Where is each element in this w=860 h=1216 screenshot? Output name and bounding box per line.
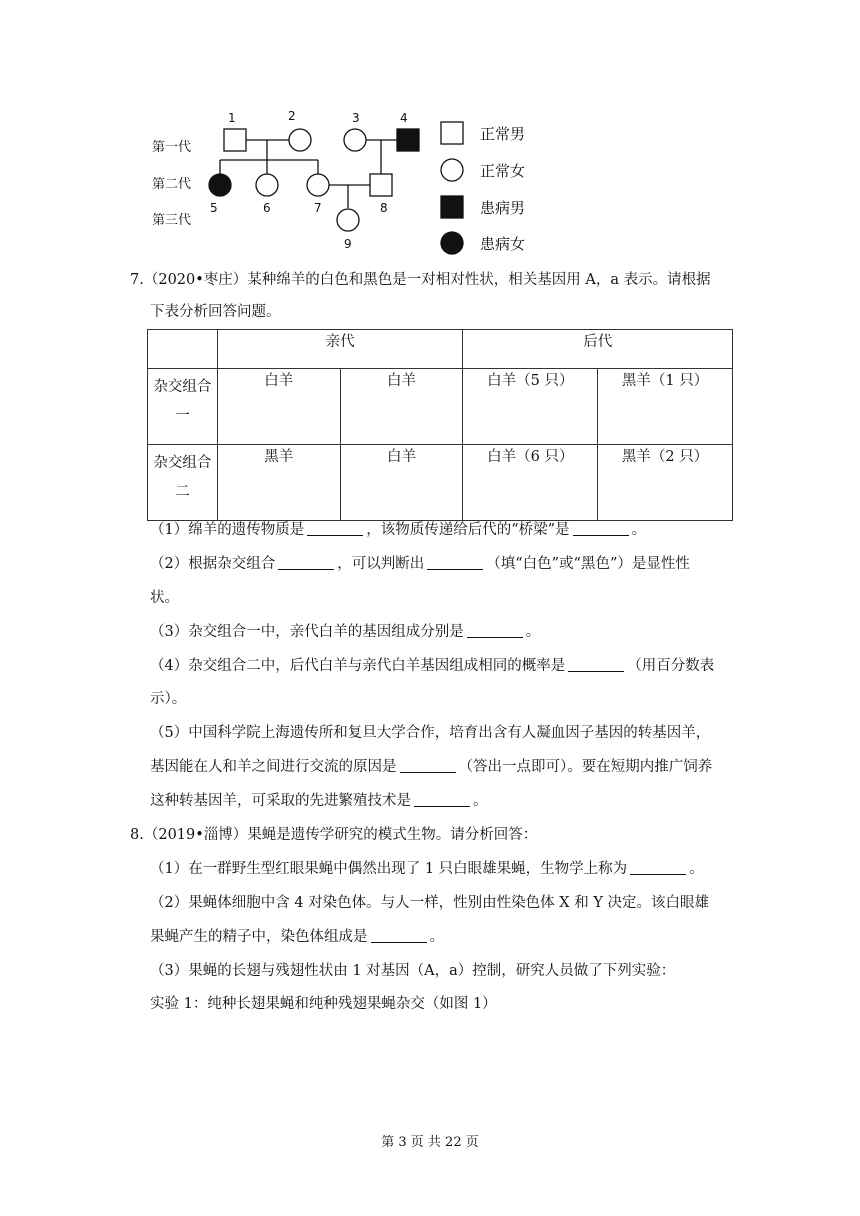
q7-sub2: （2）根据杂交组合 ，可以判断出 （填“白色”或“黑色”）是显性性 <box>150 556 690 572</box>
q7-sub3: （3）杂交组合一中，亲代白羊的基因组成分别是 。 <box>150 624 541 640</box>
q8-sub2-line2: 果蝇产生的精子中，染色体组成是 。 <box>150 929 444 945</box>
legend-affected-male-symbol <box>441 196 463 218</box>
number-8: 8 <box>380 201 388 215</box>
pedigree-diagram <box>140 100 570 265</box>
q8-sub2-line1: （2）果蝇体细胞中含 4 对染色体。与人一样，性别由性染色体 X 和 Y 决定。该白眼雄 <box>150 895 709 911</box>
legend-normal-male-symbol <box>441 122 463 144</box>
legend-normal-female: 正常女 <box>480 162 526 180</box>
legend-normal-male: 正常男 <box>480 125 526 143</box>
q8-sub3: （3）果蝇的长翅与残翅性状由 1 对基因（A，a）控制，研究人员做了下列实验： <box>150 963 676 979</box>
number-7: 7 <box>314 201 322 215</box>
q7-stem-line1 <box>130 270 711 290</box>
q7-data-table <box>147 329 733 521</box>
q8-sub1: （1）在一群野生型红眼果蝇中偶然出现了 1 只白眼雄果蝇，生物学上称为 。 <box>150 861 704 877</box>
table-cell: 黑羊 <box>217 445 340 521</box>
individual-8-normal-male <box>370 174 392 196</box>
answer-blank[interactable] <box>307 521 363 536</box>
generation-label-1: 第一代 <box>152 140 192 155</box>
number-3: 3 <box>352 111 360 125</box>
table-cell: 白羊（5 只） <box>463 369 598 445</box>
q7-sub5-line3: 这种转基因羊，可采取的先进繁殖技术是 。 <box>150 793 488 809</box>
q7-stem: 某种绵羊的白色和黑色是一对相对性状，相关基因用 A，a 表示。请根据 <box>247 272 711 288</box>
answer-blank[interactable] <box>278 555 334 570</box>
table-cell: 黑羊（2 只） <box>598 445 733 521</box>
individual-6-normal-female <box>256 174 278 196</box>
legend-normal-female-symbol <box>441 159 463 181</box>
number-1: 1 <box>228 111 236 125</box>
table-header-parent: 亲代 <box>217 330 463 369</box>
q8-stem: 8.（2019•淄博）果蝇是遗传学研究的模式生物。请分析回答： <box>130 827 538 843</box>
q7-sub5-line2: 基因能在人和羊之间进行交流的原因是 （答出一点即可）。要在短期内推广饲养 <box>150 759 713 775</box>
table-cell: 白羊 <box>340 369 463 445</box>
table-cell: 黑羊（1 只） <box>598 369 733 445</box>
answer-blank[interactable] <box>568 657 624 672</box>
number-6: 6 <box>263 201 271 215</box>
q8-source: （2019•淄博） <box>143 827 248 843</box>
individual-9-normal-female <box>337 209 359 231</box>
q7-sub4-cont: 示）。 <box>150 691 187 707</box>
individual-2-normal-female <box>289 129 311 151</box>
table-row-label: 杂交组合 一 <box>148 369 218 445</box>
individual-1-normal-male <box>224 129 246 151</box>
individual-3-normal-female <box>344 129 366 151</box>
answer-blank[interactable] <box>414 792 470 807</box>
q7-source: （2020•枣庄） <box>143 272 248 288</box>
answer-blank[interactable] <box>400 758 456 773</box>
table-cell: 白羊 <box>217 369 340 445</box>
table-row-label: 杂交组合 二 <box>148 445 218 521</box>
generation-label-2: 第二代 <box>152 177 192 192</box>
q7-stem-line2: 下表分析回答问题。 <box>150 304 281 320</box>
number-9: 9 <box>344 237 352 251</box>
q7-sub5-line1: （5）中国科学院上海遗传所和复旦大学合作，培育出含有人凝血因子基因的转基因羊， <box>150 725 711 741</box>
q7-sub1: （1）绵羊的遗传物质是 ，该物质传递给后代的“桥梁”是 。 <box>150 522 647 538</box>
legend-affected-female-symbol <box>441 232 463 254</box>
number-5: 5 <box>210 201 218 215</box>
individual-4-affected-male <box>397 129 419 151</box>
page-footer: 第 3 页 共 22 页 <box>381 1135 479 1150</box>
q8-number: 8. <box>130 827 144 843</box>
table-header-empty <box>148 330 218 369</box>
q7-sub2-cont: 状。 <box>150 590 179 606</box>
q7-number: 7. <box>130 272 144 288</box>
answer-blank[interactable] <box>630 860 686 875</box>
legend-affected-male: 患病男 <box>480 199 526 217</box>
table-cell: 白羊 <box>340 445 463 521</box>
legend-affected-female: 患病女 <box>480 235 526 253</box>
table-header-offspring: 后代 <box>463 330 733 369</box>
number-2: 2 <box>288 109 296 123</box>
table-cell: 白羊（6 只） <box>463 445 598 521</box>
answer-blank[interactable] <box>467 623 523 638</box>
generation-label-3: 第三代 <box>152 213 192 228</box>
answer-blank[interactable] <box>573 521 629 536</box>
answer-blank[interactable] <box>371 928 427 943</box>
individual-5-affected-female <box>209 174 231 196</box>
number-4: 4 <box>400 111 408 125</box>
q8-experiment-1: 实验 1：纯种长翅果蝇和纯种残翅果蝇杂交（如图 1） <box>150 996 497 1012</box>
individual-7-normal-female <box>307 174 329 196</box>
q7-sub4: （4）杂交组合二中，后代白羊与亲代白羊基因组成相同的概率是 （用百分数表 <box>150 658 715 674</box>
answer-blank[interactable] <box>427 555 483 570</box>
